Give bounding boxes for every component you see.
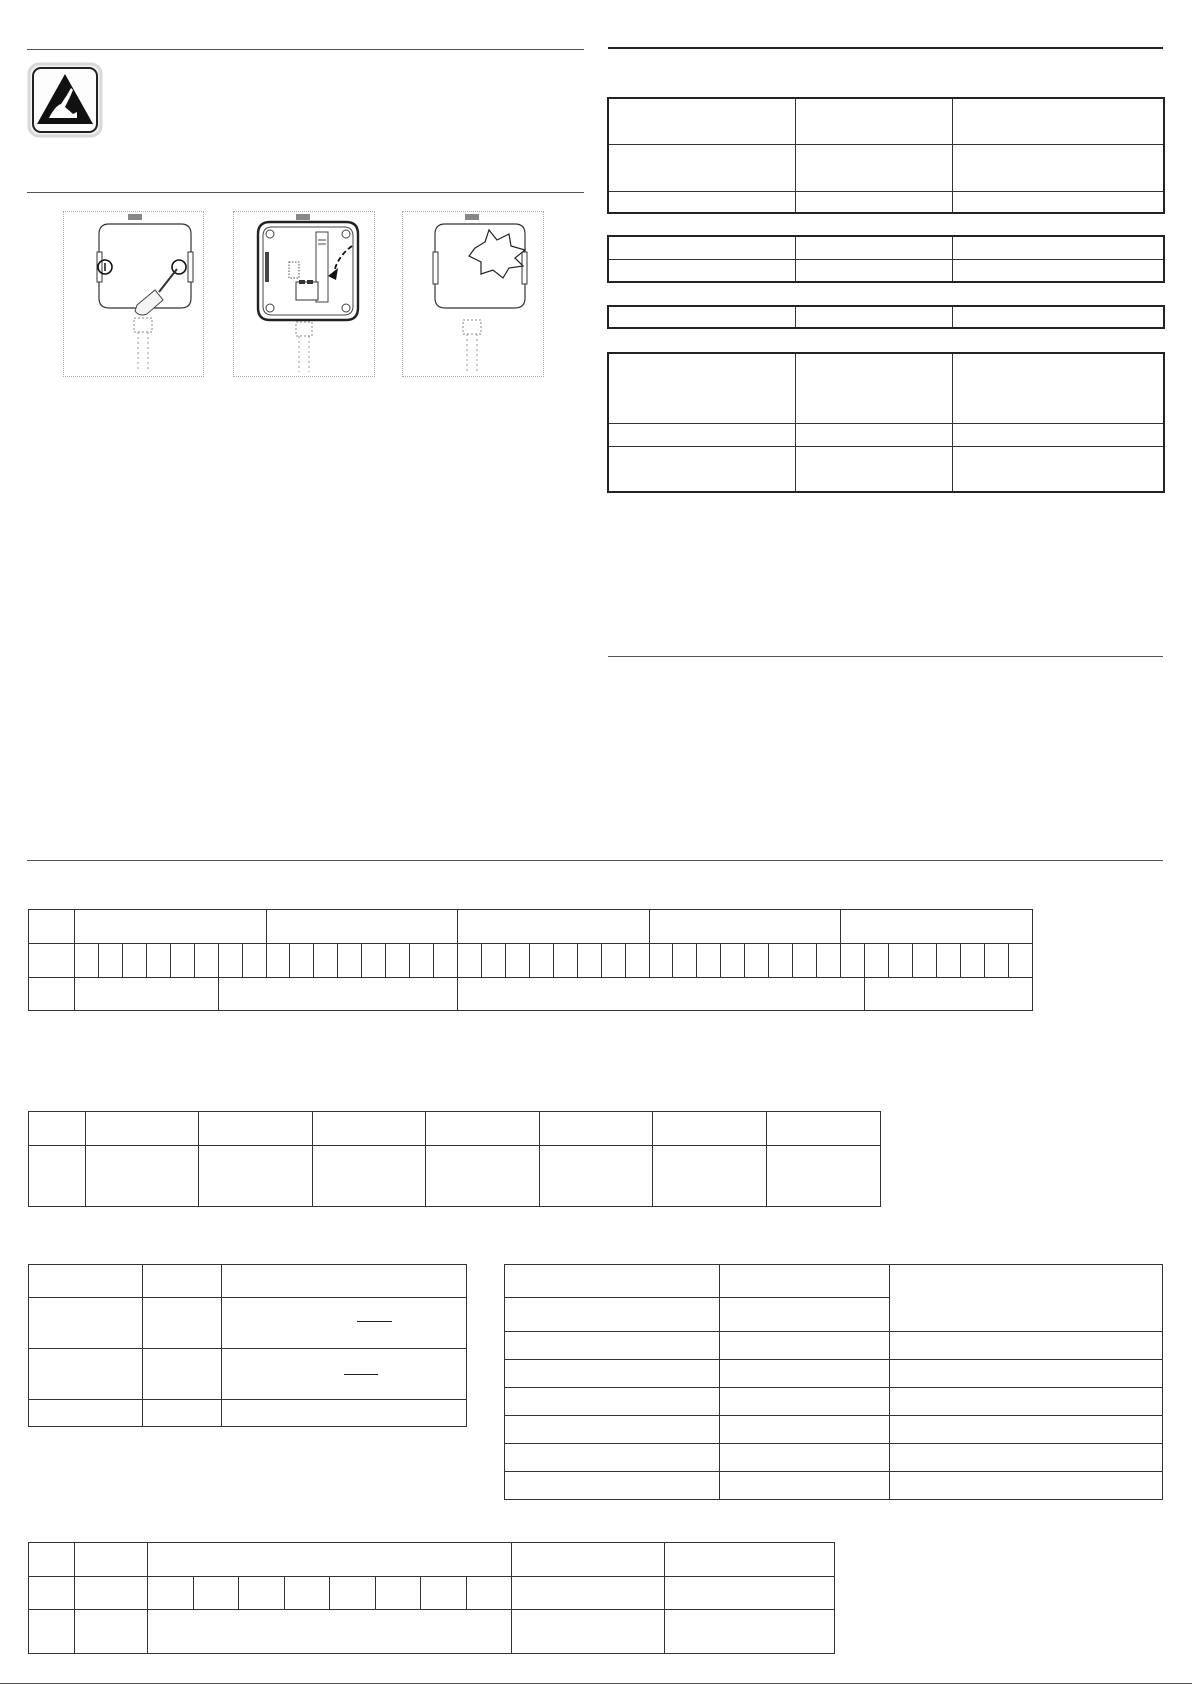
bit-cell	[290, 944, 314, 978]
table-cell	[29, 1349, 143, 1400]
table-cell	[313, 1146, 426, 1207]
table-cell	[426, 1146, 540, 1207]
table-cell	[653, 1146, 767, 1207]
table-cell	[665, 1543, 835, 1577]
table-cell	[29, 978, 75, 1011]
bit-cell	[888, 944, 912, 978]
table-cell	[512, 1543, 665, 1577]
bit-cell	[146, 944, 170, 978]
table-cell	[458, 910, 650, 944]
bit-cell	[649, 944, 673, 978]
table-cell	[218, 978, 457, 1011]
table-cell	[505, 1472, 720, 1500]
table-cell	[75, 1543, 148, 1577]
table-cell	[795, 423, 952, 446]
bit-cell	[239, 1577, 285, 1610]
bit-cell	[466, 1577, 512, 1610]
table-cell	[720, 1332, 890, 1360]
table-cell	[795, 144, 952, 191]
bit-cell	[266, 944, 290, 978]
bit-cell	[769, 944, 793, 978]
table-cell	[505, 1416, 720, 1444]
table-cell	[75, 910, 267, 944]
table-cell	[952, 446, 1164, 492]
table-cell	[952, 98, 1164, 144]
table-cell	[505, 1444, 720, 1472]
table-cell	[952, 423, 1164, 446]
table-cell	[29, 1577, 75, 1610]
table-cell	[505, 1388, 720, 1416]
table-cell	[795, 259, 952, 282]
figure-open-cover	[63, 211, 204, 377]
byte-table	[28, 1111, 881, 1207]
table-cell	[608, 259, 795, 282]
table-cell	[29, 1298, 143, 1349]
bit-cell	[745, 944, 769, 978]
table-cell	[890, 1416, 1163, 1444]
bit-cell	[481, 944, 505, 978]
table-cell	[75, 1577, 148, 1610]
bit-cell	[864, 944, 888, 978]
bit-cell	[960, 944, 984, 978]
table-cell	[890, 1472, 1163, 1500]
table-cell	[426, 1112, 540, 1146]
table-cell	[890, 1360, 1163, 1388]
table-cell	[767, 1146, 881, 1207]
table-cell	[795, 353, 952, 423]
table-cell	[29, 1610, 75, 1654]
table-cell	[720, 1416, 890, 1444]
table-cell	[864, 978, 1032, 1011]
bit-cell	[218, 944, 242, 978]
bit-cell	[553, 944, 577, 978]
bit-cell	[98, 944, 122, 978]
fraction-bar	[357, 1321, 392, 1322]
table-cell	[29, 944, 75, 978]
table-cell	[505, 1298, 720, 1332]
bit-cell	[148, 1577, 194, 1610]
table-cell	[795, 446, 952, 492]
table-cell	[540, 1146, 653, 1207]
bit-cell	[122, 944, 146, 978]
table-cell	[795, 306, 952, 328]
table-cell	[952, 191, 1164, 213]
fraction-bar	[344, 1374, 378, 1375]
rule-mid-left	[27, 192, 584, 193]
rule-bottom	[0, 1683, 1192, 1684]
table-cell	[29, 1400, 143, 1427]
table-cell	[199, 1112, 313, 1146]
bit-cell	[577, 944, 601, 978]
table-cell	[665, 1577, 835, 1610]
bit-cell	[936, 944, 960, 978]
bit-cell	[170, 944, 194, 978]
bit-cell	[434, 944, 458, 978]
table-cell	[795, 98, 952, 144]
table-cell	[199, 1146, 313, 1207]
table-cell	[540, 1112, 653, 1146]
table-cell	[608, 191, 795, 213]
bit-cell	[338, 944, 362, 978]
bit-cell	[817, 944, 841, 978]
table-cell	[143, 1349, 222, 1400]
bit-cell	[330, 1577, 376, 1610]
esd-warning-icon	[27, 62, 103, 138]
table-cell	[795, 236, 952, 259]
bit-cell	[601, 944, 625, 978]
bit-cell	[625, 944, 649, 978]
table-cell	[313, 1112, 426, 1146]
bit-cell	[984, 944, 1008, 978]
bit-cell	[284, 1577, 330, 1610]
table-cell	[720, 1388, 890, 1416]
table-cell	[767, 1112, 881, 1146]
bit-cell	[697, 944, 721, 978]
table-cell	[29, 1543, 75, 1577]
bit-cell	[841, 944, 865, 978]
figure-close-cover	[402, 211, 544, 377]
spec-table-2	[607, 235, 1165, 283]
table-cell	[890, 1444, 1163, 1472]
table-cell	[608, 353, 795, 423]
table-cell	[75, 1610, 148, 1654]
bit-cell	[362, 944, 386, 978]
bit-cell	[193, 1577, 239, 1610]
bit-cell	[673, 944, 697, 978]
bit-cell	[721, 944, 745, 978]
bit-cell	[421, 1577, 467, 1610]
table-cell	[653, 1112, 767, 1146]
spec-table-1	[607, 97, 1165, 214]
table-cell	[148, 1610, 512, 1654]
table-cell	[29, 1265, 143, 1298]
bit-cell	[75, 944, 99, 978]
table-cell	[266, 910, 458, 944]
table-cell	[720, 1265, 890, 1298]
table-cell	[608, 446, 795, 492]
table-cell	[795, 191, 952, 213]
formula-cell	[222, 1298, 467, 1349]
table-cell	[890, 1265, 1163, 1332]
bit-cell	[314, 944, 338, 978]
table-cell	[608, 236, 795, 259]
table-cell	[952, 306, 1164, 328]
table-cell	[608, 98, 795, 144]
code-table	[504, 1264, 1163, 1500]
bit-cell	[793, 944, 817, 978]
table-cell	[505, 1332, 720, 1360]
table-cell	[608, 306, 795, 328]
table-cell	[29, 1112, 86, 1146]
table-cell	[222, 1400, 467, 1427]
table-cell	[148, 1543, 512, 1577]
bit-cell	[458, 944, 482, 978]
table-cell	[720, 1472, 890, 1500]
bit-cell	[505, 944, 529, 978]
table-cell	[952, 236, 1164, 259]
bit-cell	[375, 1577, 421, 1610]
table-cell	[608, 144, 795, 191]
table-cell	[665, 1610, 835, 1654]
table-cell	[952, 259, 1164, 282]
register-bit-table	[28, 909, 1033, 1011]
table-cell	[29, 910, 75, 944]
rule-top-right	[608, 47, 1163, 49]
rule-mid-right	[608, 656, 1163, 657]
figure-internal-board	[233, 211, 375, 377]
bottom-bit-table	[28, 1542, 835, 1654]
table-cell	[458, 978, 865, 1011]
table-cell	[86, 1146, 199, 1207]
bit-cell	[410, 944, 434, 978]
table-cell	[952, 353, 1164, 423]
bit-cell	[194, 944, 218, 978]
table-cell	[649, 910, 841, 944]
table-cell	[75, 978, 219, 1011]
table-cell	[86, 1112, 199, 1146]
table-cell	[841, 910, 1033, 944]
table-cell	[720, 1298, 890, 1332]
table-cell	[720, 1444, 890, 1472]
bit-cell	[529, 944, 553, 978]
table-cell	[512, 1577, 665, 1610]
table-cell	[222, 1265, 467, 1298]
table-cell	[143, 1400, 222, 1427]
formula-table	[28, 1264, 467, 1427]
rule-full-width	[27, 860, 1163, 861]
table-cell	[143, 1265, 222, 1298]
table-cell	[608, 423, 795, 446]
bit-cell	[912, 944, 936, 978]
bit-cell	[1008, 944, 1032, 978]
table-cell	[29, 1146, 86, 1207]
bit-cell	[386, 944, 410, 978]
table-cell	[505, 1360, 720, 1388]
table-cell	[890, 1332, 1163, 1360]
rule-top-left	[27, 49, 584, 50]
spec-table-3	[607, 305, 1165, 329]
table-cell	[512, 1610, 665, 1654]
table-cell	[505, 1265, 720, 1298]
table-cell	[890, 1388, 1163, 1416]
table-cell	[143, 1298, 222, 1349]
spec-table-4	[607, 352, 1165, 493]
table-cell	[952, 144, 1164, 191]
bit-cell	[242, 944, 266, 978]
table-cell	[720, 1360, 890, 1388]
formula-cell	[222, 1349, 467, 1400]
